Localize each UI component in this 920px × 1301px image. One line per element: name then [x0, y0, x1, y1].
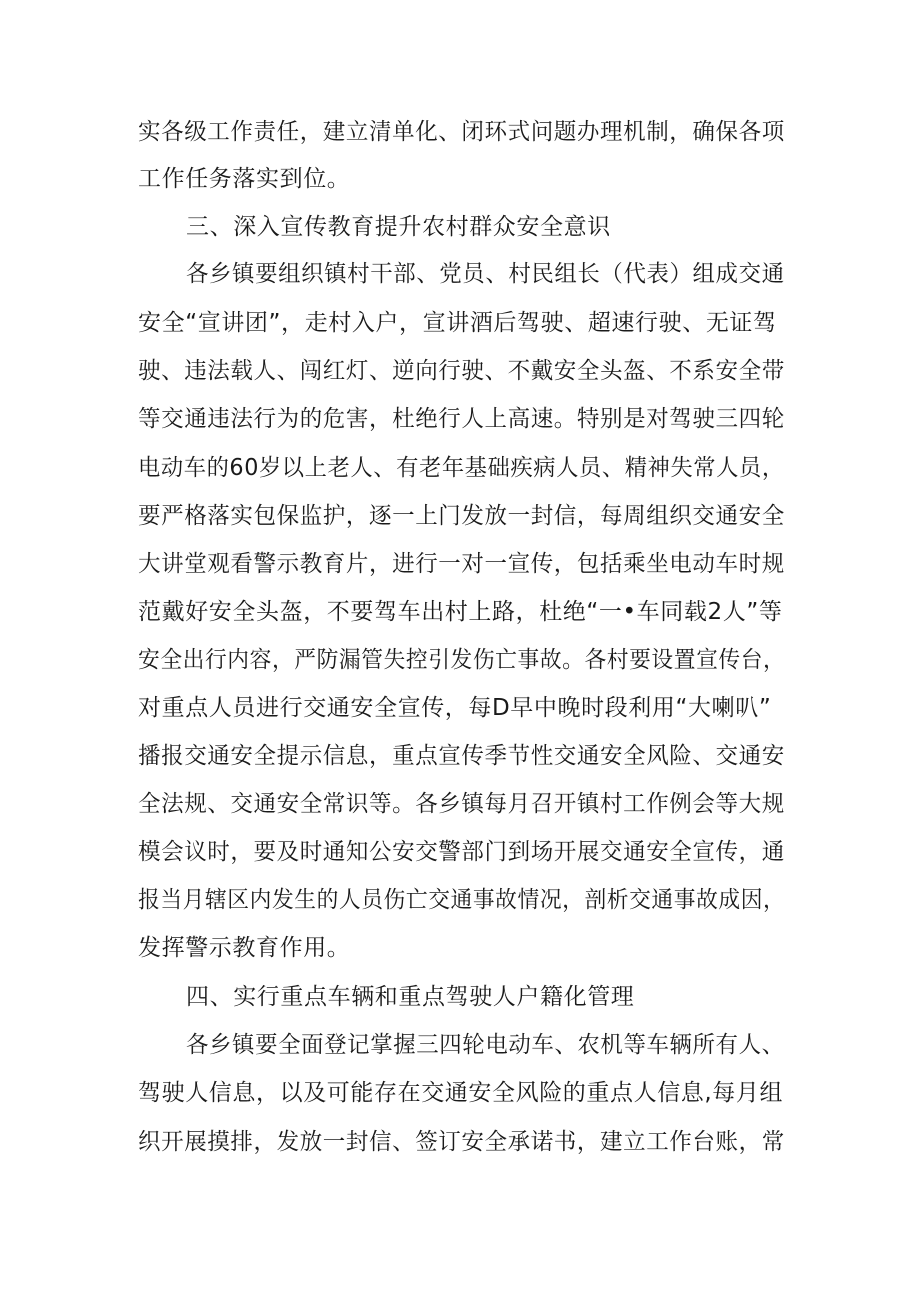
section-heading: 三、深入宣传教育提升农村群众安全意识	[186, 214, 611, 240]
text-line: 驾驶人信息，以及可能存在交通安全风险的重点人信息,每月组	[138, 1080, 784, 1106]
text-line: 发挥警示教育作用。	[138, 935, 351, 961]
section-heading: 四、实行重点车辆和重点驾驶人户籍化管理	[186, 984, 635, 1010]
text-line: 驶、违法载人、闯红灯、逆向行驶、不戴安全头盔、不系安全带	[138, 358, 785, 384]
text-line: 大讲堂观看警示教育片，进行一对一宣传，包括乘坐电动车时规	[138, 551, 785, 577]
text-line: 安全出行内容，严防漏管失控引发伤亡事故。各村要设置宣传台，	[138, 647, 786, 673]
text-line: 播报交通安全提示信息，重点宣传季节性交通安全风险、交通安	[138, 743, 785, 769]
text-line: 实各级工作责任，建立清单化、闭环式问题办理机制，确保各项	[138, 119, 785, 145]
text-line: 对重点人员进行交通安全宣传，每D早中晚时段利用“大喇叭”	[138, 695, 772, 721]
text-line: 安全“宣讲团”，走村入户，宣讲酒后驾驶、超速行驶、无证驾	[138, 310, 777, 336]
text-line: 报当月辖区内发生的人员伤亡交通事故情况，剖析交通事故成因，	[138, 887, 786, 913]
text-line: 电动车的60岁以上老人、有老年基础疾病人员、精神失常人员，	[138, 455, 785, 481]
text-line: 等交通违法行为的危害，杜绝行人上高速。特别是对驾驶三四轮	[138, 406, 785, 432]
text-line: 各乡镇要全面登记掌握三四轮电动车、农机等车辆所有人、	[186, 1032, 785, 1058]
text-line: 工作任务落实到位。	[138, 166, 351, 192]
text-line: 范戴好安全头盔，不要驾车出村上路，杜绝“一•车同载2人”等	[138, 599, 783, 625]
text-line: 全法规、交通安全常识等。各乡镇每月召开镇村工作例会等大规	[138, 791, 785, 817]
text-line: 模会议时，要及时通知公安交警部门到场开展交通安全宣传，通	[138, 839, 785, 865]
text-line: 织开展摸排，发放一封信、签订安全承诺书，建立工作台账，常	[138, 1129, 785, 1155]
text-line: 要严格落实包保监护，逐一上门发放一封信，每周组织交通安全	[138, 503, 785, 529]
text-line: 各乡镇要组织镇村干部、党员、村民组长（代表）组成交通	[186, 261, 785, 287]
